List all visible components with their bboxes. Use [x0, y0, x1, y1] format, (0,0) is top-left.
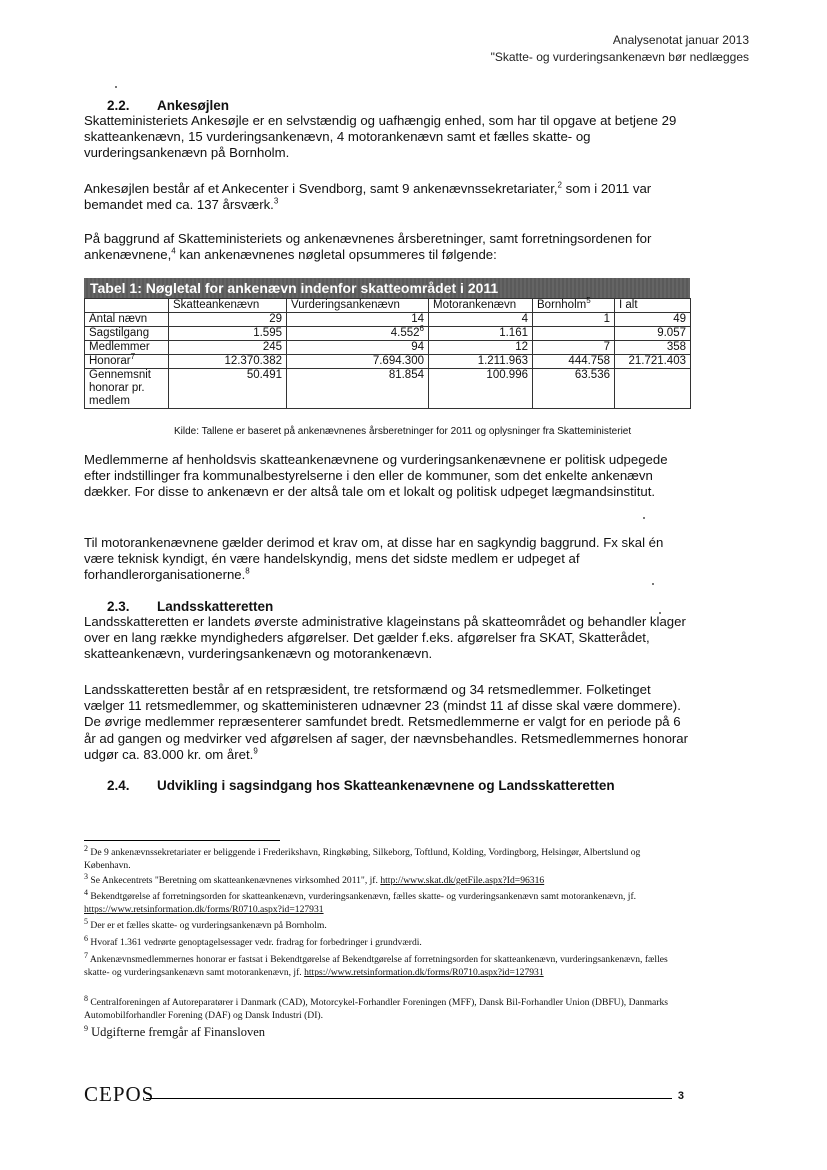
table-row	[85, 341, 691, 355]
cell: 100.996	[429, 369, 533, 409]
footnote-ref: 7	[130, 352, 136, 362]
paragraph-ankecenter	[84, 181, 689, 213]
table-header-row	[85, 299, 691, 313]
header-cell	[85, 299, 169, 313]
row-label: Sagstilgang	[85, 327, 169, 341]
table-row	[85, 355, 691, 369]
cell: 4	[429, 313, 533, 327]
header-line-2: "Skatte- og vurderingsankenævn bør nedlægges	[490, 50, 749, 64]
footnote-number: 2	[84, 843, 88, 853]
row-label: Antal nævn	[85, 313, 169, 327]
footnote-ref: 4	[171, 246, 176, 256]
section-number: 2.2.	[107, 98, 130, 113]
footnote-ref: 5	[586, 296, 591, 306]
scan-speck	[652, 583, 654, 585]
table-source: Kilde: Tallene er baseret på ankenævnenes årsberetninger for 2011 og oplysninger fra Skatteministeriet	[174, 426, 632, 437]
footnote-number: 6	[84, 933, 88, 943]
row-label	[85, 352, 169, 369]
header-cell: I alt	[615, 299, 691, 313]
footnote-text: De 9 ankenævnssekretariater er beliggende i Frederikshavn, Ringkøbing, Silkeborg, Toftlund, Kolding, Vordingborg, Helsingør, Albertslund og København.	[84, 847, 641, 871]
footnote	[84, 950, 684, 979]
page-number: 3	[677, 1090, 684, 1102]
scan-speck	[643, 517, 645, 519]
footnote-link[interactable]: https://www.retsinformation.dk/forms/R0710.aspx?id=127931	[304, 967, 544, 978]
cell: 50.491	[169, 369, 287, 409]
footnote	[84, 916, 684, 932]
footnote	[84, 1023, 684, 1039]
footnote-link[interactable]: http://www.skat.dk/getFile.aspx?Id=96316	[380, 875, 545, 886]
footnote-ref: 6	[419, 324, 424, 334]
text: kan ankenævnenes nøgletal opsummeres til følgende:	[175, 247, 497, 263]
page-footer	[84, 1082, 684, 1110]
key-figures-table	[84, 278, 690, 409]
cell: 12.370.382	[169, 355, 287, 369]
cell: 7.694.300	[287, 355, 429, 369]
cell: 29	[169, 313, 287, 327]
cell: 1.211.963	[429, 355, 533, 369]
footnote-ref: 9	[253, 746, 258, 756]
paragraph-ankesojlen-intro: Skatteministeriets Ankesøjle er en selvstændig og uafhængig enhed, som har til opgave at betjene 29 skatteankenævn, 15 vurderingsankenævn, 4 motorankenævn samt et fælles skatte- og vurderingsankenævn på Bornholm.	[84, 113, 677, 161]
text: som i 2011 var bemandet med ca. 137 årsværk.	[84, 181, 652, 213]
footnote-number: 8	[84, 993, 88, 1003]
section-number: 2.3.	[107, 599, 130, 614]
text: Ankesøjlen består af et Ankecenter i Svendborg, samt 9 ankenævnssekretariater,	[84, 181, 558, 196]
footer-rule	[146, 1098, 672, 1099]
table-row	[85, 313, 691, 327]
footnote-number: 4	[84, 887, 88, 897]
cell: 21.721.403	[615, 355, 691, 369]
scan-speck	[659, 612, 661, 614]
scan-speck	[115, 86, 117, 88]
section-title: Udvikling i sagsindgang hos Skatteankenævnene og Landsskatteretten	[157, 778, 615, 793]
header-cell: Vurderingsankenævn	[287, 299, 429, 313]
cell: 358	[615, 341, 691, 355]
header-line-1: Analysenotat januar 2013	[612, 33, 749, 47]
footnote-text: Der er et fælles skatte- og vurderingsankenævn på Bornholm.	[90, 920, 327, 931]
text: Honorar	[89, 355, 131, 367]
cell: 1.161	[429, 327, 533, 341]
cell: 7	[533, 341, 615, 355]
footnote	[84, 887, 684, 916]
cell	[615, 369, 691, 409]
table-row	[85, 327, 691, 341]
text: Landsskatteretten består af en retspræsident, tre retsformænd og 34 retsmedlemmer. Folketinget vælger 11 retsmedlemmer, og skatteministeren udnævner 23 (mindst 11 af disse skal være dommere). De øvrige medlemmer repræsenterer samfundet bredt. Retsmedlemmerne er valgt for en periode på 6 år ad gangen og medvirker ved afgørelsen af sager, der nævnsbehandles. Retsmedlemmernes honorar udgør ca. 83.000 kr. om året.	[84, 682, 689, 762]
table-grid	[84, 298, 691, 409]
cell: 94	[287, 341, 429, 355]
cell: 81.854	[287, 369, 429, 409]
cepos-logo: CEPOS	[84, 1082, 155, 1106]
text: 4.552	[390, 327, 420, 339]
paragraph-landsskatteretten: Landsskatteretten er landets øverste administrative klageinstans på skatteområdet og behandler klager over en lang række myndigheders afgørelser. Det gælder f.eks. afgørelser fra SKAT, Skatterådet, skatteankenævn, vurderingsankenævn og motorankenævn.	[84, 614, 686, 662]
row-label: Medlemmer	[85, 341, 169, 355]
text: På baggrund af Skatteministeriets og ankenævnenes årsberetninger, samt forretningsordenen for ankenævnene,	[84, 231, 652, 263]
cell	[287, 324, 429, 341]
footnote-ref: 2	[557, 180, 562, 190]
text: Bornholm	[537, 299, 587, 311]
footnote	[84, 871, 684, 887]
footnote-text: Udgifterne fremgår af Finansloven	[91, 1025, 266, 1039]
footnote-text: Se Ankecentrets "Beretning om skatteankenævnenes virksomhed 2011", jf.	[90, 875, 381, 886]
header-cell: Skatteankenævn	[169, 299, 287, 313]
footnote	[84, 933, 684, 949]
cell: 14	[287, 313, 429, 327]
footnote-number: 9	[84, 1023, 88, 1033]
header-cell	[533, 296, 615, 313]
footnote-number: 7	[84, 950, 88, 960]
section-heading-2-2	[107, 98, 229, 113]
cell: 63.536	[533, 369, 615, 409]
section-title: Landsskatteretten	[157, 599, 274, 614]
footnote-text: Centralforeningen af Autoreparatører i Danmark (CAD), Motorcykel-Forhandler Foreningen (MFF), Dansk Bil-Forhandler Union (DBFU), Danmarks Automobilforhandler Forening (DAF) og Dansk Industri (DI).	[84, 997, 669, 1021]
cell: 1.595	[169, 327, 287, 341]
footnote	[84, 993, 684, 1022]
table-title: Tabel 1: Nøgletal for ankenævn indenfor skatteområdet i 2011	[84, 278, 690, 298]
footnote-separator	[84, 840, 280, 841]
row-label: Gennemsnit honorar pr. medlem	[85, 369, 169, 409]
paragraph-baggrund	[84, 231, 689, 263]
cell: 444.758	[533, 355, 615, 369]
table-row	[85, 369, 691, 409]
section-heading-2-4	[107, 778, 615, 793]
cell: 9.057	[615, 327, 691, 341]
running-header	[491, 32, 749, 66]
cell: 245	[169, 341, 287, 355]
footnote-ref: 8	[245, 567, 250, 577]
cell: 1	[533, 313, 615, 327]
paragraph-retsmedlemmer	[84, 682, 689, 763]
paragraph-medlemmer: Medlemmerne af henholdsvis skatteankenævnene og vurderingsankenævnene er politisk udpegede efter indstillinger fra kommunalbestyrelserne i den eller de kommuner, som det enkelte ankenævn dækker. For disse to ankenævn er der altså tale om et lokalt og politisk udpeget lægmandsinstitut.	[84, 452, 668, 500]
paragraph-motorankenaevn	[84, 535, 689, 584]
footnote-text: Bekendtgørelse af forretningsorden for skatteankenævn, vurderingsankenævn, fælles skatte- og vurderingsankenævn samt motorankenævn, jf.	[90, 891, 637, 902]
header-cell: Motorankenævn	[429, 299, 533, 313]
cell: 12	[429, 341, 533, 355]
cell	[533, 327, 615, 341]
footnote-text: Hvoraf 1.361 vedrørte genoptagelsessager vedr. fradrag for forbedringer i grundværdi.	[90, 937, 422, 948]
footnote-number: 5	[84, 916, 88, 926]
cell: 49	[615, 313, 691, 327]
footnote-link[interactable]: https://www.retsinformation.dk/forms/R0710.aspx?id=127931	[84, 904, 324, 915]
section-title: Ankesøjlen	[157, 98, 230, 113]
footnote	[84, 843, 684, 872]
footnote-ref: 3	[273, 196, 279, 206]
text: Til motorankenævnene gælder derimod et krav om, at disse har en sagkyndig baggrund. Fx skal én være teknisk kyndigt, én være handelskyndig, mens det sidste medlem er udpeget af forhandlerorganisationerne.	[84, 535, 664, 583]
section-heading-2-3	[107, 599, 273, 614]
footnote-text: Ankenævnsmedlemmernes honorar er fastsat i Bekendtgørelse af Bekendtgørelse af forretningsorden for skatteankenævn, vurderingsankenævn, fælles skatte- og vurderingsankenævn samt motorankenævn, jf.	[84, 954, 668, 978]
section-number: 2.4.	[107, 778, 130, 793]
footnote-number: 3	[84, 871, 88, 881]
